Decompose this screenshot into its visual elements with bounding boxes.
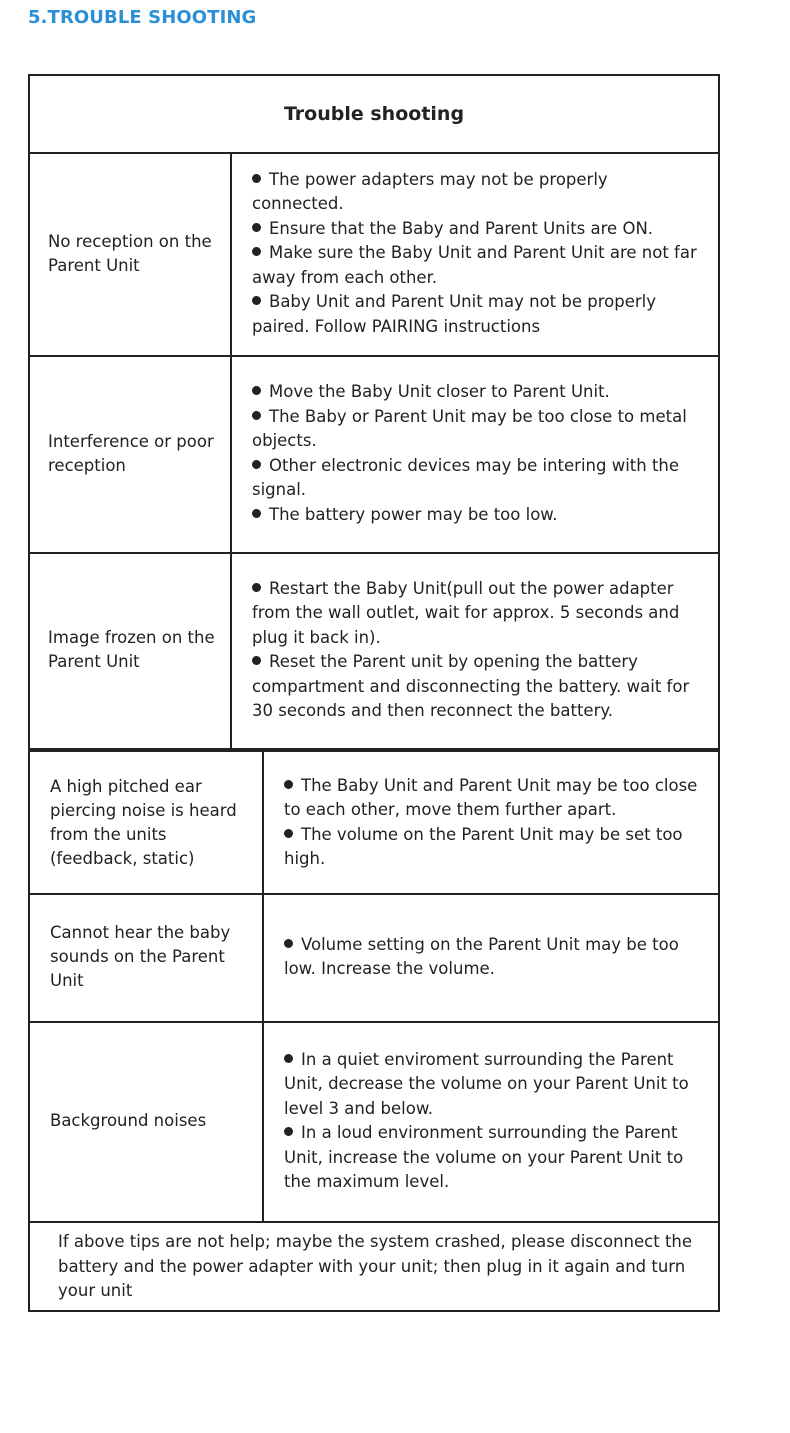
bullet-icon xyxy=(252,509,261,518)
table-row xyxy=(28,1021,720,1223)
problem-cell xyxy=(30,893,264,1021)
solution-item: Other electronic devices may be intering with the signal. xyxy=(252,455,680,499)
solution-item: Make sure the Baby Unit and Parent Unit are not far away from each other. xyxy=(252,243,697,287)
bullet-icon xyxy=(252,411,261,420)
problem-cell xyxy=(30,552,232,748)
table-row xyxy=(28,552,720,750)
bullet-icon xyxy=(284,780,293,789)
solution-cell xyxy=(232,355,718,552)
problem-text: Interference or poor reception xyxy=(48,431,214,475)
solution-item: The Baby Unit and Parent Unit may be too close to each other, move them further apart. xyxy=(284,775,698,819)
solution-cell xyxy=(264,1021,718,1221)
solution-cell xyxy=(264,752,718,893)
bullet-icon xyxy=(252,386,261,395)
solution-cell xyxy=(232,552,718,748)
section-title: 5.TROUBLE SHOOTING xyxy=(28,7,257,28)
bullet-icon xyxy=(252,460,261,469)
solution-item: Volume setting on the Parent Unit may be too low. Increase the volume. xyxy=(284,934,679,978)
bullet-icon xyxy=(252,296,261,305)
table-header xyxy=(28,74,720,154)
solution-item: In a loud environment surrounding the Parent Unit, increase the volume on your Parent Unit to the maximum level. xyxy=(284,1123,684,1191)
solution-item: In a quiet enviroment surrounding the Parent Unit, decrease the volume on your Parent Unit to level 3 and below. xyxy=(284,1049,689,1118)
problem-cell xyxy=(30,1021,264,1221)
bullet-icon xyxy=(252,583,261,592)
solution-cell xyxy=(232,152,718,355)
solution-item: The volume on the Parent Unit may be set too high. xyxy=(284,824,683,868)
problem-cell xyxy=(30,752,264,893)
table-row xyxy=(28,152,720,357)
solution-item: Baby Unit and Parent Unit may not be properly paired. Follow PAIRING instructions xyxy=(252,292,657,336)
table-row xyxy=(28,750,720,895)
solution-item: The Baby or Parent Unit may be too close to metal objects. xyxy=(252,406,687,450)
table-footer-note xyxy=(28,1221,720,1312)
solution-item: The battery power may be too low. xyxy=(252,503,704,528)
solution-item: The power adapters may not be properly connected. xyxy=(252,169,608,214)
problem-cell xyxy=(30,355,232,552)
problem-text: A high pitched ear piercing noise is heard from the units (feedback, static) xyxy=(50,776,237,868)
problem-text: Cannot hear the baby sounds on the Parent Unit xyxy=(50,923,231,990)
table-row xyxy=(28,355,720,554)
bullet-icon xyxy=(284,1054,293,1063)
solution-item: Restart the Baby Unit(pull out the power adapter from the wall outlet, wait for approx. 5 seconds and plug it back in). xyxy=(252,578,680,647)
footer-text: If above tips are not help; maybe the system crashed, please disconnect the battery and the power adapter with your unit; then plug in it again and turn your unit xyxy=(58,1232,693,1300)
solution-item: Ensure that the Baby and Parent Units are ON. xyxy=(252,217,704,242)
problem-text: Background noises xyxy=(50,1111,207,1130)
bullet-icon xyxy=(252,174,261,183)
table-title: Trouble shooting xyxy=(283,103,465,125)
bullet-icon xyxy=(252,656,261,665)
bullet-icon xyxy=(252,223,261,232)
problem-text: Image frozen on the Parent Unit xyxy=(48,628,215,671)
problem-text: No reception on the Parent Unit xyxy=(48,231,212,275)
bullet-icon xyxy=(284,829,293,838)
bullet-icon xyxy=(284,939,293,948)
solution-item: Reset the Parent unit by opening the battery compartment and disconnecting the battery. wait for 30 seconds and then reconnect the battery. xyxy=(252,652,690,720)
bullet-icon xyxy=(252,247,261,256)
table-row xyxy=(28,893,720,1023)
solution-item: Move the Baby Unit closer to Parent Unit. xyxy=(252,380,704,405)
solution-cell xyxy=(264,893,718,1021)
problem-cell xyxy=(30,152,232,355)
bullet-icon xyxy=(284,1127,293,1136)
